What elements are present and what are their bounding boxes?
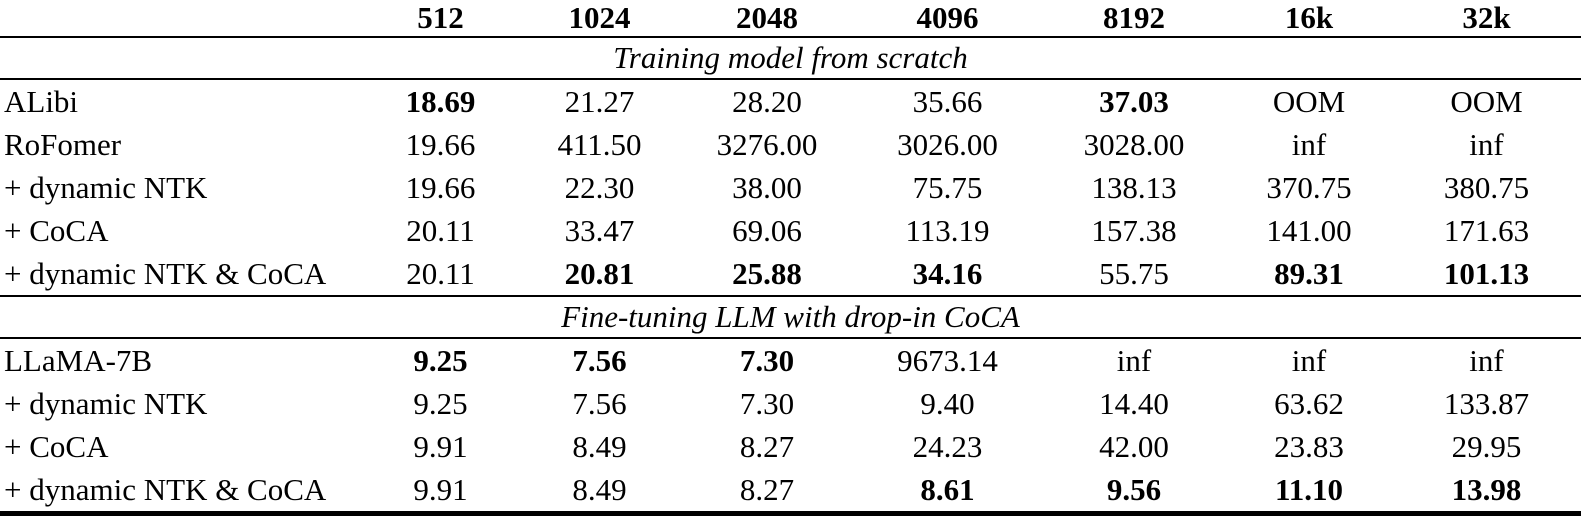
cell-value: 29.95	[1451, 428, 1522, 464]
cell-value: inf	[1291, 126, 1327, 162]
cell-value: 35.66	[912, 83, 983, 119]
cell-value: 138.13	[1091, 169, 1177, 205]
row-label: + dynamic NTK & CoCA	[4, 471, 327, 507]
table-row	[0, 382, 1581, 425]
cell-value: 8.49	[572, 471, 627, 507]
cell-value: 380.75	[1443, 169, 1530, 205]
cell-value: 3026.00	[897, 126, 998, 162]
column-header-4096: 4096	[916, 0, 979, 35]
section-title: Training model from scratch	[613, 40, 968, 75]
cell-value: 69.06	[732, 212, 802, 248]
cell-value: 28.20	[732, 83, 802, 119]
cell-value: 20.11	[406, 212, 475, 248]
cell-value: 8.27	[739, 471, 795, 507]
section-title: Fine-tuning LLM with drop-in CoCA	[561, 299, 1020, 334]
cell-value: inf	[1291, 342, 1327, 378]
cell-value: 101.13	[1443, 255, 1530, 291]
cell-value: 8.61	[920, 471, 975, 507]
section-row	[0, 37, 1581, 79]
cell-value: 9.25	[413, 342, 468, 378]
cell-value: 7.56	[572, 342, 627, 378]
cell-value: 8.27	[739, 428, 795, 464]
row-label: RoFomer	[4, 126, 122, 162]
cell-value: 157.38	[1091, 212, 1177, 248]
row-label: ALibi	[4, 83, 79, 119]
cell-value: 63.62	[1274, 385, 1344, 421]
cell-value: 3028.00	[1083, 126, 1185, 162]
column-header-8192: 8192	[1103, 0, 1165, 35]
table-row	[0, 209, 1581, 252]
cell-value: 19.66	[405, 169, 476, 205]
cell-value: 7.56	[572, 385, 627, 421]
cell-value: 411.50	[557, 126, 642, 162]
cell-value: 9.40	[920, 385, 975, 421]
table-row	[0, 425, 1581, 468]
cell-value: OOM	[1450, 83, 1523, 119]
table-row	[0, 338, 1581, 382]
column-header-2048: 2048	[736, 0, 798, 35]
cell-value: 55.75	[1099, 255, 1169, 291]
cell-value: 20.81	[564, 255, 635, 291]
cell-value: 8.49	[572, 428, 627, 464]
cell-value: 33.47	[564, 212, 635, 248]
cell-value: 23.83	[1274, 428, 1344, 464]
header-row	[0, 0, 1581, 37]
cell-value: OOM	[1272, 83, 1346, 119]
column-header-1024: 1024	[568, 0, 631, 35]
row-label: + dynamic NTK & CoCA	[4, 255, 327, 291]
header-empty-cell	[0, 0, 363, 37]
cell-value: 113.19	[905, 212, 990, 248]
cell-value: 22.30	[564, 169, 635, 205]
table-body	[0, 37, 1581, 514]
cell-value: 9.91	[413, 428, 468, 464]
cell-value: inf	[1116, 342, 1152, 378]
cell-value: 9.25	[413, 385, 468, 421]
table-row	[0, 79, 1581, 123]
cell-value: 9.91	[413, 471, 468, 507]
cell-value: 171.63	[1443, 212, 1530, 248]
cell-value: 38.00	[732, 169, 802, 205]
cell-value: 13.98	[1451, 471, 1522, 507]
row-label: + CoCA	[4, 428, 109, 464]
cell-value: 18.69	[405, 83, 476, 119]
table-row	[0, 252, 1581, 296]
cell-value: 19.66	[405, 126, 476, 162]
table-row	[0, 166, 1581, 209]
row-label: + dynamic NTK	[4, 385, 208, 421]
table-row	[0, 468, 1581, 514]
column-header-32k: 32k	[1462, 0, 1511, 35]
cell-value: 7.30	[739, 342, 795, 378]
cell-value: 24.23	[912, 428, 983, 464]
cell-value: 37.03	[1099, 83, 1169, 119]
cell-value: 11.10	[1274, 471, 1344, 507]
cell-value: 14.40	[1099, 385, 1169, 421]
column-header-512: 512	[417, 0, 464, 35]
cell-value: 7.30	[739, 385, 795, 421]
section-row	[0, 296, 1581, 338]
cell-value: 20.11	[406, 255, 475, 291]
cell-value: 42.00	[1099, 428, 1169, 464]
cell-value: inf	[1469, 342, 1504, 378]
cell-value: 75.75	[912, 169, 983, 205]
cell-value: 141.00	[1266, 212, 1352, 248]
cell-value: 3276.00	[716, 126, 818, 162]
row-label: LLaMA-7B	[4, 342, 153, 378]
column-header-16k: 16k	[1284, 0, 1334, 35]
table-row	[0, 123, 1581, 166]
cell-value: 89.31	[1274, 255, 1344, 291]
row-label: + dynamic NTK	[4, 169, 208, 205]
cell-value: 21.27	[564, 83, 635, 119]
cell-value: 25.88	[732, 255, 802, 291]
cell-value: 34.16	[912, 255, 983, 291]
cell-value: 9.56	[1106, 471, 1162, 507]
row-label: + CoCA	[4, 212, 109, 248]
cell-value: inf	[1469, 126, 1504, 162]
cell-value: 9673.14	[897, 342, 998, 378]
cell-value: 133.87	[1443, 385, 1530, 421]
table-header	[0, 0, 1581, 37]
cell-value: 370.75	[1266, 169, 1352, 205]
